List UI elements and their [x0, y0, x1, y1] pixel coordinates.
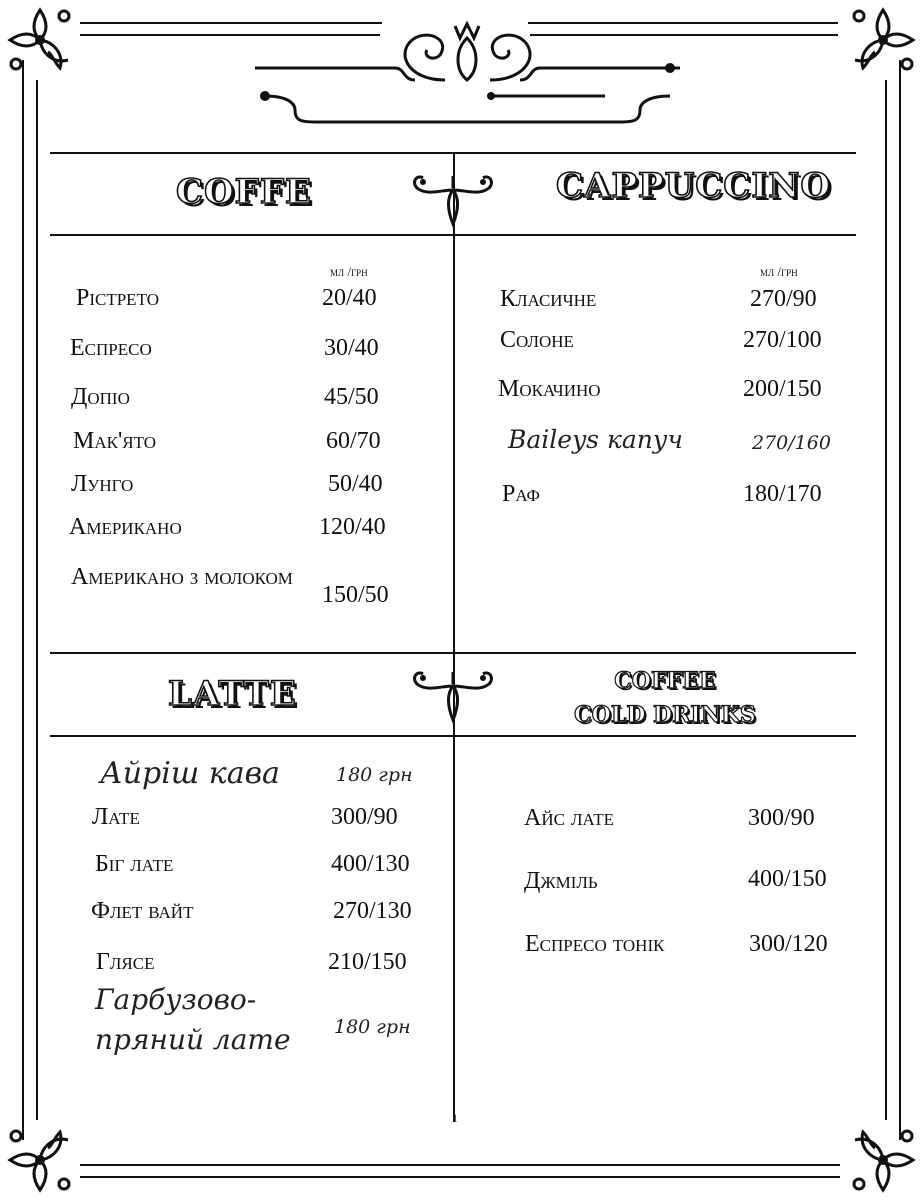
menu-item-price: 300/90 — [748, 805, 815, 831]
coffee-unit-label: мл /грн — [330, 264, 368, 279]
frame-bottom-outer — [80, 1176, 840, 1178]
frame-left-outer — [22, 60, 24, 1140]
menu-item-name: Айріш кава — [100, 756, 280, 791]
menu-item-name: Американо з молоком — [71, 564, 293, 590]
menu-item-price: 60/70 — [326, 428, 381, 454]
grid-vertical — [453, 152, 455, 1122]
menu-item-price: 50/40 — [328, 471, 383, 497]
latte-heading: LATTE — [168, 674, 297, 714]
frame-right-outer — [899, 60, 901, 1140]
cappuccino-heading: CAPPUCCINO — [556, 166, 831, 206]
menu-item-price: 270/90 — [750, 286, 817, 312]
menu-item-name: Раф — [502, 481, 540, 507]
menu-item-name: Класичне — [500, 286, 597, 312]
cappuccino-unit-label: мл /грн — [760, 264, 798, 279]
menu-item-price: 120/40 — [319, 514, 386, 540]
menu-item-name: Глясе — [96, 949, 155, 975]
header-ornament-icon — [255, 10, 680, 128]
menu-item-name: Солоне — [500, 327, 574, 353]
menu-item-name: Американо — [69, 514, 182, 540]
menu-item-price: 400/150 — [748, 866, 827, 892]
menu-item-price: 45/50 — [324, 384, 379, 410]
frame-left-inner — [36, 80, 38, 1120]
menu-item-price: 20/40 — [322, 285, 377, 311]
menu-item-price: 400/130 — [331, 851, 410, 877]
menu-item-name: Допіо — [71, 384, 130, 410]
menu-item-name: Гарбузово-пряний лате — [95, 983, 291, 1056]
frame-right-inner — [885, 80, 887, 1120]
scroll-ornament-icon — [407, 662, 499, 724]
menu-item-name: Еспресо — [70, 335, 152, 361]
menu-item-price: 30/40 — [324, 335, 379, 361]
scroll-ornament-icon — [407, 166, 499, 228]
cold-drinks-heading-line1: COFFEE — [614, 668, 716, 694]
menu-item-name: Baileys капуч — [508, 425, 683, 454]
menu-item-price: 300/90 — [331, 804, 398, 830]
menu-item-price: 270/160 — [752, 432, 831, 454]
menu-item-name: Флет вайт — [91, 898, 194, 924]
menu-item-price: 300/120 — [749, 931, 828, 957]
menu-item-name: Рістрето — [76, 285, 160, 311]
corner-ornament-icon — [845, 1122, 921, 1198]
menu-item-name: Еспресо тонік — [525, 931, 665, 957]
menu-item-price: 270/130 — [333, 898, 412, 924]
corner-ornament-icon — [845, 2, 921, 78]
coffee-heading: COFFE — [176, 172, 312, 212]
cold-drinks-heading-line2: COLD DRINKS — [574, 702, 756, 728]
menu-item-name: Біг лате — [95, 851, 174, 877]
menu-item-price: 200/150 — [743, 376, 822, 402]
menu-item-name: Лате — [92, 804, 140, 830]
menu-item-price: 180 грн — [336, 764, 413, 786]
menu-item-price: 150/50 — [322, 582, 389, 608]
frame-bottom-inner — [80, 1164, 840, 1166]
menu-item-name: Айс лате — [524, 805, 615, 831]
corner-ornament-icon — [2, 1122, 78, 1198]
menu-item-name: Лунго — [71, 471, 134, 497]
menu-item-name: Мокачино — [498, 376, 601, 402]
menu-item-name: Джміль — [524, 868, 598, 894]
menu-item-price: 180/170 — [743, 481, 822, 507]
menu-item-price: 210/150 — [328, 949, 407, 975]
page-number: 1 — [452, 1111, 458, 1125]
corner-ornament-icon — [2, 2, 78, 78]
menu-item-price: 180 грн — [334, 1016, 411, 1038]
menu-item-name: Мак'ято — [73, 428, 157, 454]
menu-item-price: 270/100 — [743, 327, 822, 353]
